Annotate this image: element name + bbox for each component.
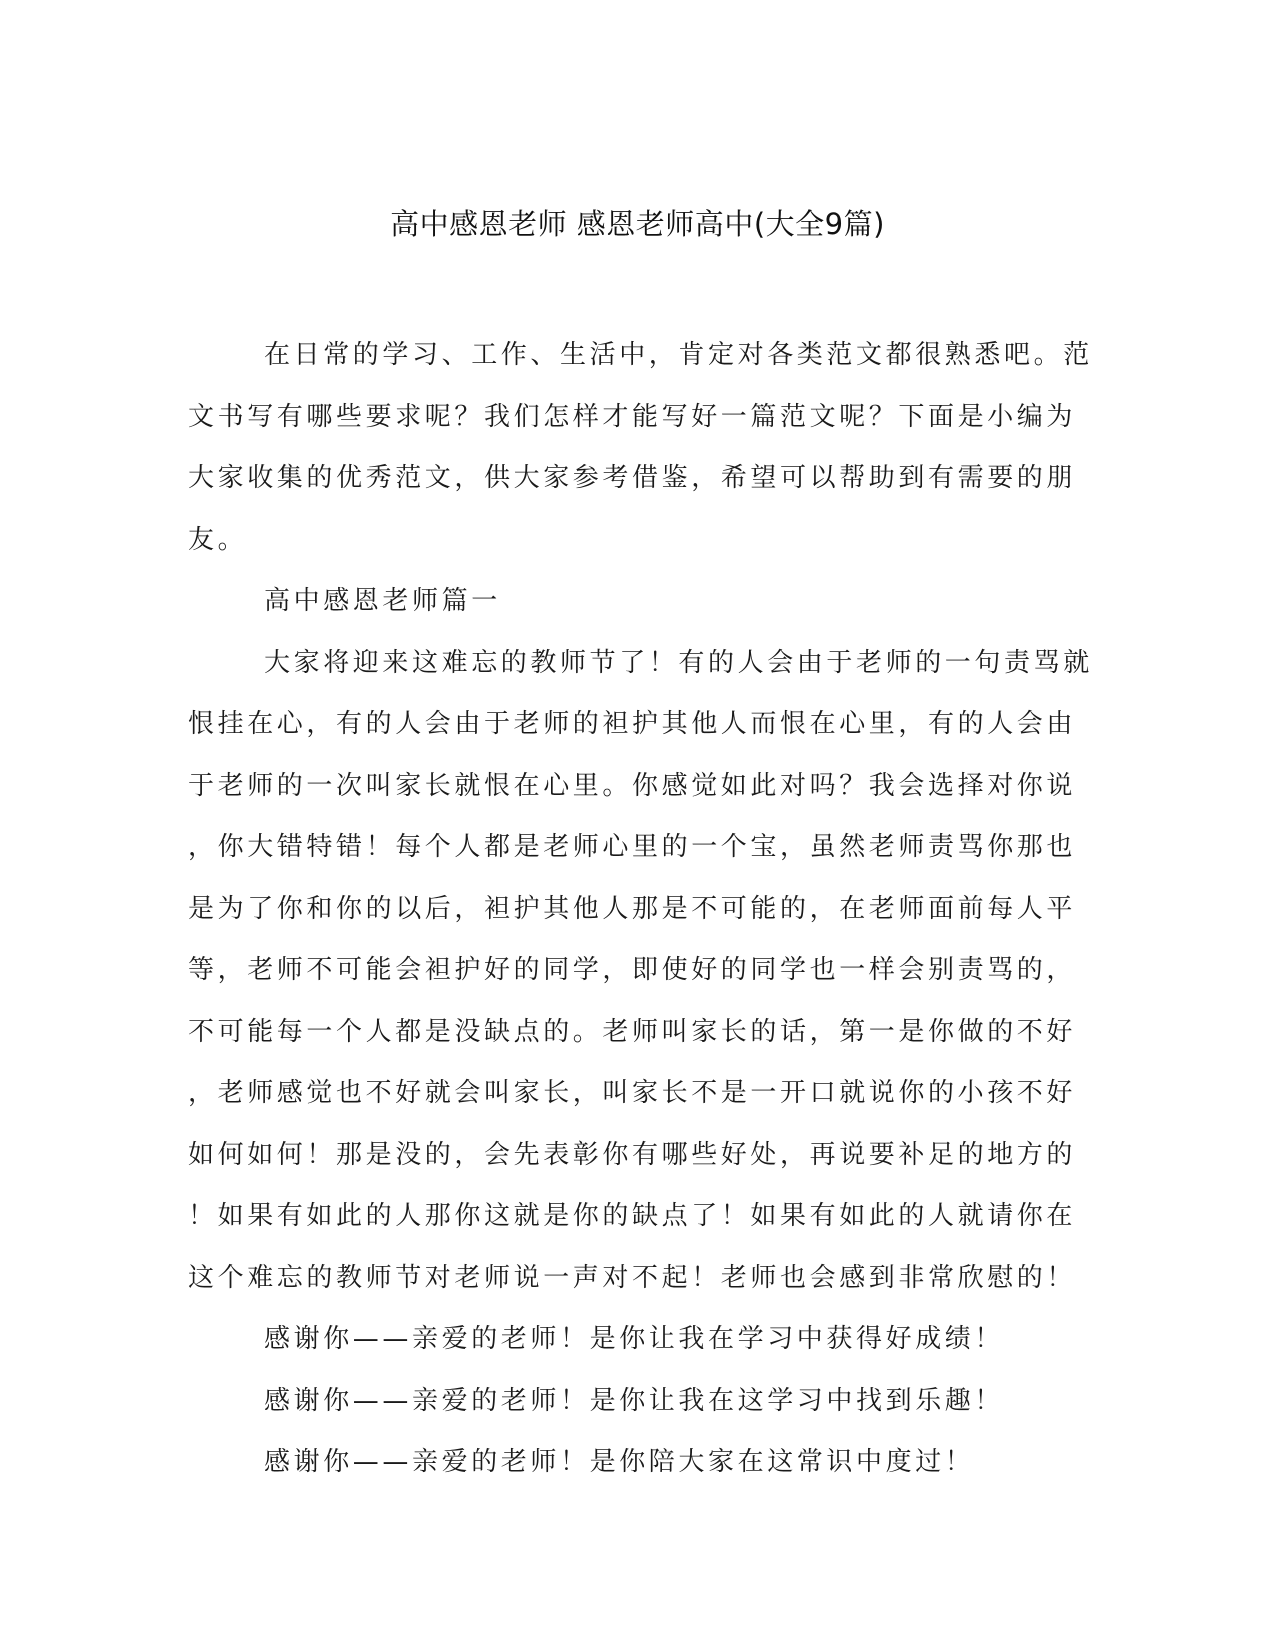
intro-paragraph [188,325,1093,571]
text-line: ！如果有如此的人那你这就是你的缺点了！如果有如此的人就请你在 [188,1201,1077,1231]
text-line: ，你大错特错！每个人都是老师心里的一个宝，虽然老师责骂你那也 [188,832,1077,862]
text-line: 友。 [188,524,248,555]
text-line: ，老师感觉也不好就会叫家长，叫家长不是一开口就说你的小孩不好 [188,1078,1077,1108]
text-line: 于老师的一次叫家长就恨在心里。你感觉如此对吗？我会选择对你说 [188,770,1077,801]
document-body [188,325,1093,1494]
text-line: 是为了你和你的以后，袒护其他人那是不可能的，在老师面前每人平 [188,893,1077,924]
text-line: 大家收集的优秀范文，供大家参考借鉴，希望可以帮助到有需要的朋 [188,463,1077,493]
document-title: 高中感恩老师 感恩老师高中(大全9篇) [390,207,885,241]
section-heading: 高中感恩老师篇一 [264,586,501,616]
thanks-list [188,1309,1068,1494]
text-line: 这个难忘的教师节对老师说一声对不起！老师也会感到非常欣慰的！ [188,1262,1077,1293]
text-line: 等，老师不可能会袒护好的同学，即使好的同学也一样会别责骂的， [188,955,1077,985]
text-line: 大家将迎来这难忘的教师节了！有的人会由于老师的一句责骂就 [264,647,1093,678]
text-line: 文书写有哪些要求呢？我们怎样才能写好一篇范文呢？下面是小编为 [188,401,1077,432]
thanks-line: 感谢你——亲爱的老师！是你让我在这学习中找到乐趣！ [264,1385,1005,1416]
body-paragraph [188,633,1093,1310]
text-line: 如何如何！那是没的，会先表彰你有哪些好处，再说要补足的地方的 [188,1139,1077,1170]
text-line: 在日常的学习、工作、生活中，肯定对各类范文都很熟悉吧。范 [264,340,1093,370]
thanks-line: 感谢你——亲爱的老师！是你陪大家在这常识中度过！ [264,1447,975,1477]
text-line: 不可能每一个人都是没缺点的。老师叫家长的话，第一是你做的不好 [188,1016,1077,1047]
thanks-line: 感谢你——亲爱的老师！是你让我在学习中获得好成绩！ [264,1324,1005,1354]
text-line: 恨挂在心，有的人会由于老师的袒护其他人而恨在心里，有的人会由 [188,709,1077,739]
